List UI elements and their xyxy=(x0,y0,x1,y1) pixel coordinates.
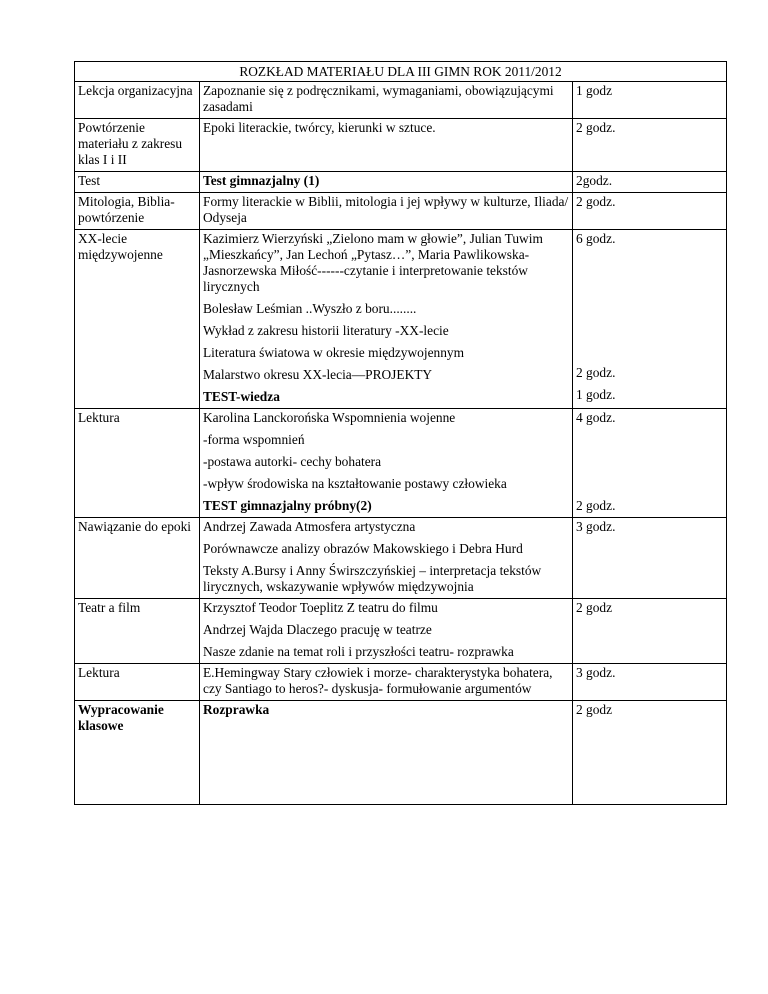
hours-cell xyxy=(573,409,727,518)
hours-cell: 3 godz. xyxy=(573,518,727,599)
hours-cell: 1 godz xyxy=(573,82,727,119)
hours-line: 2 godz. xyxy=(576,365,616,380)
topic-cell: Mitologia, Biblia- powtórzenie xyxy=(75,193,200,230)
content-line: Malarstwo okresu XX-lecia—PROJEKTY xyxy=(203,367,433,382)
content-line: -postawa autorki- cechy bohatera xyxy=(203,454,382,469)
topic-cell: Lektura xyxy=(75,664,200,701)
content-cell: Epoki literackie, twórcy, kierunki w sztuce. xyxy=(200,119,573,172)
table-title: ROZKŁAD MATERIAŁU DLA III GIMN ROK 2011/2012 xyxy=(75,62,727,82)
table-row xyxy=(75,701,727,805)
table-title-row xyxy=(75,62,727,82)
hours-cell: 3 godz. xyxy=(573,664,727,701)
content-cell: Formy literackie w Biblii, mitologia i jej wpływy w kulturze, Iliada/ Odyseja xyxy=(200,193,573,230)
content-line: Andrzej Wajda Dlaczego pracuję w teatrze xyxy=(203,622,432,637)
topic-cell xyxy=(75,701,200,805)
content-line: -forma wspomnień xyxy=(203,432,305,447)
content-line: Krzysztof Teodor Toeplitz Z teatru do filmu xyxy=(203,600,438,615)
table-row xyxy=(75,664,727,701)
hours-line: 6 godz. xyxy=(576,231,616,246)
hours-cell: 2 godz xyxy=(573,701,727,805)
content-line: -wpływ środowiska na kształtowanie postawy człowieka xyxy=(203,476,507,491)
content-line: Porównawcze analizy obrazów Makowskiego i Debra Hurd xyxy=(203,541,523,556)
hours-line: 1 godz. xyxy=(576,387,616,402)
content-line: Teksty A.Bursy i Anny Świrszczyńskiej – interpretacja tekstów lirycznych, wskazywanie wpływów międzywojnia xyxy=(203,563,542,594)
hours-cell: 2godz. xyxy=(573,172,727,193)
hours-cell xyxy=(573,230,727,409)
content-cell xyxy=(200,599,573,664)
schedule-table xyxy=(74,61,727,805)
hours-cell: 2 godz. xyxy=(573,119,727,172)
content-line-bold: Rozprawka xyxy=(203,702,270,717)
table-row xyxy=(75,193,727,230)
table-row xyxy=(75,230,727,409)
content-cell: E.Hemingway Stary człowiek i morze- charakterystyka bohatera, czy Santiago to heros?- dyskusja- formułowanie argumentów xyxy=(200,664,573,701)
topic-label-bold: Wypracowanie klasowe xyxy=(78,702,164,733)
content-line: Nasze zdanie na temat roli i przyszłości teatru- rozprawka xyxy=(203,644,514,659)
content-line-bold: TEST-wiedza xyxy=(203,389,280,404)
content-line-bold: Test gimnazjalny (1) xyxy=(203,173,320,188)
content-cell xyxy=(200,518,573,599)
hours-cell: 2 godz xyxy=(573,599,727,664)
content-line-bold: TEST gimnazjalny próbny(2) xyxy=(203,498,372,513)
content-line: Andrzej Zawada Atmosfera artystyczna xyxy=(203,519,416,534)
content-line: Bolesław Leśmian ..Wyszło z boru........ xyxy=(203,301,417,316)
topic-cell: Nawiązanie do epoki xyxy=(75,518,200,599)
table-row xyxy=(75,82,727,119)
document-page xyxy=(74,61,726,805)
content-cell xyxy=(200,409,573,518)
content-cell: Zapoznanie się z podręcznikami, wymaganiami, obowiązującymi zasadami xyxy=(200,82,573,119)
content-cell xyxy=(200,172,573,193)
topic-cell: Lekcja organizacyjna xyxy=(75,82,200,119)
topic-cell: XX-lecie międzywojenne xyxy=(75,230,200,409)
topic-cell: Test xyxy=(75,172,200,193)
table-row xyxy=(75,599,727,664)
content-line: Literatura światowa w okresie międzywojennym xyxy=(203,345,465,360)
hours-line: 2 godz. xyxy=(576,498,616,513)
table-row xyxy=(75,172,727,193)
topic-cell: Teatr a film xyxy=(75,599,200,664)
content-line: Karolina Lanckorońska Wspomnienia wojenne xyxy=(203,410,456,425)
topic-cell: Powtórzenie materiału z zakresu klas I i II xyxy=(75,119,200,172)
content-line: Kazimierz Wierzyński „Zielono mam w głowie”, Julian Tuwim „Mieszkańcy”, Jan Lechoń „Pytasz…”, Maria Pawlikowska-Jasnorzewska Miłość------czytanie i interpretowanie tekstów lirycznych xyxy=(203,231,543,294)
hours-cell: 2 godz. xyxy=(573,193,727,230)
table-row xyxy=(75,409,727,518)
content-cell xyxy=(200,701,573,805)
table-row xyxy=(75,518,727,599)
topic-cell: Lektura xyxy=(75,409,200,518)
content-cell xyxy=(200,230,573,409)
hours-line: 4 godz. xyxy=(576,410,616,425)
table-row xyxy=(75,119,727,172)
content-line: Wykład z zakresu historii literatury -XX-lecie xyxy=(203,323,449,338)
